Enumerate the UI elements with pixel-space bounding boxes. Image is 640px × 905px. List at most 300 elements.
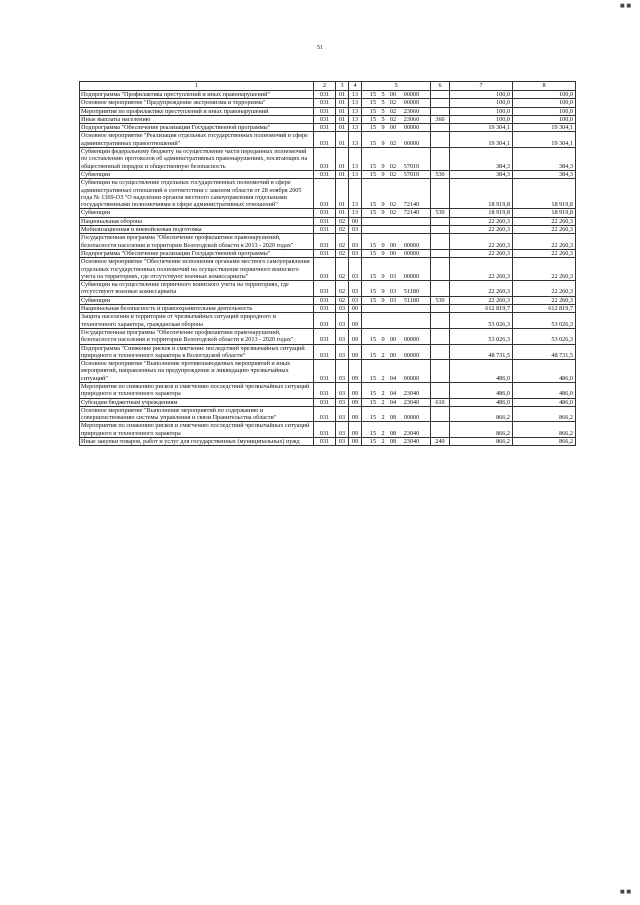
kcsr-part-k3: 02	[389, 139, 397, 147]
kcsr-part-k4: 23040	[403, 438, 420, 446]
row-name: Защита населения и территории от чрезвычайных ситуаций природного и техногенного характера, гражданская оборона	[80, 313, 314, 329]
row-rz: 03	[336, 360, 349, 383]
row-pr: 13	[349, 91, 362, 99]
row-name: Иные закупки товаров, работ и услуг для государственных (муниципальных) нужд	[80, 438, 314, 446]
kcsr-part-k3: 02	[389, 115, 397, 123]
row-ved: 031	[314, 91, 336, 99]
scan-mark-top: ■ ■	[620, 3, 632, 9]
row-pr: 09	[349, 422, 362, 438]
row-pr: 09	[349, 398, 362, 406]
kcsr-part-k3: 03	[389, 296, 397, 304]
kcsr-part-k2: 9	[381, 272, 385, 280]
row-name: Мобилизационная и вневойсковая подготовка	[80, 226, 314, 234]
row-kcsr	[362, 226, 431, 234]
kcsr-part-k3: 08	[389, 414, 397, 422]
row-vr: 530	[431, 170, 450, 178]
row-value-2: 19 304,1	[513, 124, 576, 132]
row-value-1: 384,3	[450, 148, 513, 171]
kcsr-part-k1: 15	[369, 398, 377, 406]
kcsr-part-k4: 23040	[403, 398, 420, 406]
kcsr-part-k2: 5	[381, 107, 385, 115]
row-value-1: 22 260,3	[450, 258, 513, 281]
row-value-2: 100,0	[513, 99, 576, 107]
row-vr	[431, 258, 450, 281]
row-vr: 240	[431, 438, 450, 446]
row-kcsr	[362, 305, 431, 313]
row-vr	[431, 305, 450, 313]
row-vr	[431, 99, 450, 107]
row-kcsr	[362, 132, 431, 148]
kcsr-part-k2: 9	[381, 139, 385, 147]
row-value-1: 384,3	[450, 170, 513, 178]
row-pr: 13	[349, 148, 362, 171]
row-vr: 530	[431, 209, 450, 217]
row-vr	[431, 382, 450, 398]
row-value-1: 19 304,1	[450, 132, 513, 148]
row-pr: 13	[349, 107, 362, 115]
row-kcsr	[362, 209, 431, 217]
row-value-1: 22 260,3	[450, 234, 513, 250]
kcsr-part-k1: 15	[369, 201, 377, 209]
kcsr-part-k3: 00	[389, 249, 397, 257]
row-value-2: 22 260,3	[513, 234, 576, 250]
header-col-7: 7	[450, 82, 513, 91]
kcsr-part-k2: 5	[381, 91, 385, 98]
table-header-row	[80, 82, 576, 91]
kcsr-part-k4: 00000	[403, 249, 420, 257]
kcsr-part-k1: 15	[369, 429, 377, 437]
row-ved: 031	[314, 313, 336, 329]
kcsr-part-k1: 15	[369, 99, 377, 107]
row-ved: 031	[314, 305, 336, 313]
kcsr-part-k1: 15	[369, 209, 377, 217]
row-kcsr	[362, 406, 431, 422]
row-pr: 09	[349, 438, 362, 446]
kcsr-part-k3: 00	[389, 351, 397, 359]
kcsr-part-k1: 15	[369, 124, 377, 132]
row-rz: 01	[336, 107, 349, 115]
row-kcsr	[362, 170, 431, 178]
row-value-1: 100,0	[450, 115, 513, 123]
row-kcsr	[362, 91, 431, 99]
row-value-1: 19 304,1	[450, 124, 513, 132]
row-name: Основное мероприятие "Выполнение мероприятий по содержанию и совершенствованию системы управления и связи Правительства области"	[80, 406, 314, 422]
row-vr: 360	[431, 115, 450, 123]
row-ved: 031	[314, 115, 336, 123]
row-name: Основное мероприятие "Реализация отдельных государственных полномочий в сфере административных правоотношений"	[80, 132, 314, 148]
kcsr-part-k3: 00	[389, 91, 397, 98]
kcsr-part-k4: 00000	[403, 124, 420, 132]
row-name: Государственная программа "Обеспечение профилактики правонарушений, безопасности населения и территории Вологодской области в 2013 - 2020 годах"	[80, 234, 314, 250]
row-name: Субвенции на осуществление первичного воинского учета на территориях, где отсутствуют военные комиссариаты	[80, 281, 314, 297]
row-vr	[431, 422, 450, 438]
kcsr-part-k2: 2	[381, 351, 385, 359]
row-value-2: 18 919,8	[513, 209, 576, 217]
row-ved: 031	[314, 281, 336, 297]
row-vr	[431, 234, 450, 250]
kcsr-part-k1: 15	[369, 438, 377, 446]
row-rz: 02	[336, 249, 349, 257]
table-row	[80, 99, 576, 107]
header-col-3: 3	[336, 82, 349, 91]
kcsr-part-k4: 72140	[403, 209, 420, 217]
row-name: Национальная оборона	[80, 217, 314, 225]
row-pr: 09	[349, 360, 362, 383]
table-row	[80, 406, 576, 422]
header-col-6: 6	[431, 82, 450, 91]
row-kcsr	[362, 258, 431, 281]
kcsr-part-k1: 15	[369, 162, 377, 170]
row-value-2: 18 919,8	[513, 179, 576, 209]
kcsr-part-k3: 02	[389, 107, 397, 115]
row-value-2: 100,0	[513, 115, 576, 123]
kcsr-part-k1: 15	[369, 272, 377, 280]
row-name: Подпрограмма "Обеспечение реализации Государственной программы"	[80, 249, 314, 257]
table-row	[80, 148, 576, 171]
table-row	[80, 249, 576, 257]
table-row	[80, 313, 576, 329]
kcsr-part-k1: 15	[369, 288, 377, 296]
row-value-1: 486,0	[450, 398, 513, 406]
kcsr-part-k2: 2	[381, 414, 385, 422]
row-value-2: 100,0	[513, 91, 576, 99]
kcsr-part-k1: 15	[369, 91, 377, 98]
row-rz: 01	[336, 148, 349, 171]
row-value-2: 486,0	[513, 382, 576, 398]
table-row	[80, 296, 576, 304]
row-pr: 03	[349, 226, 362, 234]
row-value-2: 19 304,1	[513, 132, 576, 148]
row-ved: 031	[314, 107, 336, 115]
row-ved: 031	[314, 179, 336, 209]
row-ved: 031	[314, 382, 336, 398]
scan-mark-bottom: ■ ■	[620, 889, 632, 895]
kcsr-part-k2: 2	[381, 429, 385, 437]
row-vr	[431, 406, 450, 422]
kcsr-part-k3: 02	[389, 99, 397, 107]
row-value-2: 22 260,3	[513, 258, 576, 281]
row-rz: 03	[336, 328, 349, 344]
row-ved: 031	[314, 132, 336, 148]
row-vr	[431, 313, 450, 329]
row-name: Мероприятия по профилактике преступлений и иных правонарушений	[80, 107, 314, 115]
row-kcsr	[362, 107, 431, 115]
table-row	[80, 344, 576, 360]
table-row	[80, 132, 576, 148]
kcsr-part-k2: 9	[381, 296, 385, 304]
row-name: Иные выплаты населению	[80, 115, 314, 123]
row-ved: 031	[314, 226, 336, 234]
kcsr-part-k2: 9	[381, 249, 385, 257]
kcsr-part-k3: 03	[389, 288, 397, 296]
row-pr: 03	[349, 249, 362, 257]
row-kcsr	[362, 382, 431, 398]
kcsr-part-k3: 04	[389, 374, 397, 382]
row-rz: 01	[336, 132, 349, 148]
kcsr-part-k4: 00000	[403, 241, 420, 249]
row-rz: 01	[336, 115, 349, 123]
row-kcsr	[362, 115, 431, 123]
row-name: Субвенции федеральному бюджету на осуществление части переданных полномочий по составлению протоколов об административных правонарушениях, посягающих на общественный порядок и общественную безопасность	[80, 148, 314, 171]
row-name: Основное мероприятие "Выполнение противопаводковых мероприятий и иных мероприятий, направленных на предупреждение и ликвидацию чрезвычайных ситуаций"	[80, 360, 314, 383]
row-ved: 031	[314, 217, 336, 225]
table-row	[80, 107, 576, 115]
row-rz: 01	[336, 99, 349, 107]
row-vr	[431, 179, 450, 209]
row-rz: 01	[336, 209, 349, 217]
row-ved: 031	[314, 406, 336, 422]
kcsr-part-k4: 23040	[403, 429, 420, 437]
kcsr-part-k1: 15	[369, 107, 377, 115]
row-rz: 03	[336, 398, 349, 406]
kcsr-part-k4: 00000	[403, 374, 420, 382]
row-value-1: 866,2	[450, 422, 513, 438]
header-col-8: 8	[513, 82, 576, 91]
row-ved: 031	[314, 99, 336, 107]
row-vr	[431, 107, 450, 115]
row-value-1: 48 731,5	[450, 344, 513, 360]
kcsr-part-k4: 72140	[403, 201, 420, 209]
table-row	[80, 91, 576, 99]
page-number: 51	[317, 45, 323, 51]
header-col-2: 2	[314, 82, 336, 91]
row-kcsr	[362, 344, 431, 360]
kcsr-part-k1: 15	[369, 414, 377, 422]
table-row	[80, 360, 576, 383]
row-value-2: 22 260,3	[513, 217, 576, 225]
row-value-2: 486,0	[513, 360, 576, 383]
row-value-2: 48 731,5	[513, 344, 576, 360]
row-pr: 13	[349, 124, 362, 132]
row-rz: 02	[336, 281, 349, 297]
header-col-5: 5	[362, 82, 431, 91]
row-rz: 01	[336, 124, 349, 132]
kcsr-part-k4: 00000	[403, 99, 420, 107]
kcsr-part-k1: 15	[369, 170, 377, 178]
row-kcsr	[362, 249, 431, 257]
row-value-1: 53 026,3	[450, 328, 513, 344]
kcsr-part-k2: 9	[381, 170, 385, 178]
row-value-1: 22 260,3	[450, 296, 513, 304]
row-vr	[431, 328, 450, 344]
row-pr: 13	[349, 99, 362, 107]
kcsr-part-k2: 9	[381, 288, 385, 296]
row-name: Мероприятия по снижению рисков и смягчению последствий чрезвычайных ситуаций природного и техногенного характера	[80, 422, 314, 438]
row-pr: 03	[349, 234, 362, 250]
row-rz: 01	[336, 91, 349, 99]
kcsr-part-k2: 9	[381, 124, 385, 132]
row-value-2: 486,0	[513, 398, 576, 406]
row-vr	[431, 281, 450, 297]
row-pr: 09	[349, 344, 362, 360]
row-pr: 09	[349, 313, 362, 329]
row-pr: 13	[349, 170, 362, 178]
kcsr-part-k4: 51180	[403, 296, 420, 304]
kcsr-part-k2: 5	[381, 115, 385, 123]
row-name: Мероприятия по снижению рисков и смягчению последствий чрезвычайных ситуаций природного и техногенного характера	[80, 382, 314, 398]
row-value-2: 612 819,7	[513, 305, 576, 313]
row-vr: 610	[431, 398, 450, 406]
kcsr-part-k3: 02	[389, 209, 397, 217]
table-row	[80, 179, 576, 209]
row-value-2: 22 260,3	[513, 281, 576, 297]
row-name: Государственная программа "Обеспечение профилактики правонарушений, безопасности населения и территории Вологодской области в 2013 - 2020 годах"	[80, 328, 314, 344]
kcsr-part-k1: 15	[369, 115, 377, 123]
budget-table	[79, 81, 576, 446]
row-value-1: 100,0	[450, 99, 513, 107]
table-row	[80, 281, 576, 297]
kcsr-part-k4: 57010	[403, 162, 420, 170]
row-name: Субвенции	[80, 296, 314, 304]
table-row	[80, 124, 576, 132]
row-rz: 02	[336, 226, 349, 234]
kcsr-part-k2: 5	[381, 99, 385, 107]
row-value-2: 53 026,3	[513, 328, 576, 344]
row-vr	[431, 124, 450, 132]
row-name: Субвенции	[80, 209, 314, 217]
kcsr-part-k1: 15	[369, 139, 377, 147]
kcsr-part-k4: 00000	[403, 272, 420, 280]
row-value-1: 22 260,3	[450, 281, 513, 297]
row-name: Субвенции	[80, 170, 314, 178]
kcsr-part-k4: 00000	[403, 336, 420, 344]
row-pr: 13	[349, 132, 362, 148]
row-ved: 031	[314, 209, 336, 217]
row-name: Субсидии бюджетным учреждениям	[80, 398, 314, 406]
row-pr: 03	[349, 258, 362, 281]
kcsr-part-k2: 2	[381, 398, 385, 406]
row-name: Подпрограмма "Снижение рисков и смягчение последствий чрезвычайных ситуаций природного и техногенного характера в Вологодской области"	[80, 344, 314, 360]
row-value-1: 53 026,3	[450, 313, 513, 329]
row-value-1: 486,0	[450, 360, 513, 383]
row-ved: 031	[314, 438, 336, 446]
kcsr-part-k4: 23060	[403, 115, 420, 123]
kcsr-part-k3: 02	[389, 170, 397, 178]
row-name: Основное мероприятие "Обеспечение исполнения органами местного самоуправления отдельных государственных полномочий на осуществление первичного воинского учета на территориях, где отсутствуют военные комиссариаты"	[80, 258, 314, 281]
kcsr-part-k1: 15	[369, 336, 377, 344]
row-pr: 13	[349, 115, 362, 123]
row-pr: 00	[349, 305, 362, 313]
row-pr: 09	[349, 382, 362, 398]
row-name: Национальная безопасность и правоохранительная деятельность	[80, 305, 314, 313]
table-row	[80, 382, 576, 398]
table-row	[80, 226, 576, 234]
kcsr-part-k4: 23060	[403, 107, 420, 115]
row-kcsr	[362, 179, 431, 209]
row-value-1: 100,0	[450, 107, 513, 115]
kcsr-part-k3: 00	[389, 124, 397, 132]
row-value-2: 22 260,3	[513, 249, 576, 257]
kcsr-part-k2: 2	[381, 374, 385, 382]
row-rz: 03	[336, 406, 349, 422]
row-value-1: 22 260,3	[450, 226, 513, 234]
table-row	[80, 170, 576, 178]
kcsr-part-k3: 00	[389, 336, 397, 344]
kcsr-part-k3: 04	[389, 390, 397, 398]
row-value-1: 18 919,8	[450, 179, 513, 209]
row-ved: 031	[314, 328, 336, 344]
row-rz: 02	[336, 258, 349, 281]
kcsr-part-k2: 2	[381, 438, 385, 446]
row-value-2: 384,3	[513, 148, 576, 171]
row-name: Подпрограмма "Обеспечение реализации Государственной программы"	[80, 124, 314, 132]
row-kcsr	[362, 360, 431, 383]
kcsr-part-k4: 23040	[403, 390, 420, 398]
table-row	[80, 217, 576, 225]
row-kcsr	[362, 234, 431, 250]
row-vr	[431, 217, 450, 225]
row-vr	[431, 132, 450, 148]
row-value-2: 866,2	[513, 422, 576, 438]
table-row	[80, 438, 576, 446]
kcsr-part-k2: 9	[381, 201, 385, 209]
kcsr-part-k4: 00000	[403, 139, 420, 147]
kcsr-part-k1: 15	[369, 241, 377, 249]
row-value-2: 866,2	[513, 438, 576, 446]
kcsr-part-k1: 15	[369, 390, 377, 398]
table-row	[80, 258, 576, 281]
row-kcsr	[362, 217, 431, 225]
row-vr	[431, 91, 450, 99]
row-vr: 530	[431, 296, 450, 304]
row-ved: 031	[314, 360, 336, 383]
row-kcsr	[362, 124, 431, 132]
row-value-2: 22 260,3	[513, 226, 576, 234]
row-rz: 02	[336, 217, 349, 225]
row-rz: 03	[336, 422, 349, 438]
row-name: Подпрограмма "Профилактика преступлений и иных правонарушений"	[80, 91, 314, 99]
table-row	[80, 209, 576, 217]
kcsr-part-k4: 00000	[403, 91, 420, 98]
row-value-1: 22 260,3	[450, 249, 513, 257]
row-value-2: 866,2	[513, 406, 576, 422]
row-ved: 031	[314, 170, 336, 178]
row-kcsr	[362, 281, 431, 297]
row-pr: 03	[349, 296, 362, 304]
kcsr-part-k2: 0	[381, 241, 385, 249]
row-ved: 031	[314, 422, 336, 438]
row-name: Основное мероприятие "Предупреждение экстремизма и терроризма"	[80, 99, 314, 107]
table-body	[80, 91, 576, 446]
row-name: Субвенции на осуществление отдельных государственных полномочий в сфере административных отношений в соответствии с законом области от 28 ноября 2005 года № 1369-ОЗ "О наделении органов местного самоуправления отдельными государственными полномочиями в сфере административных отношений"	[80, 179, 314, 209]
kcsr-part-k1: 15	[369, 374, 377, 382]
row-value-1: 22 260,3	[450, 217, 513, 225]
row-ved: 031	[314, 124, 336, 132]
row-rz: 01	[336, 170, 349, 178]
row-kcsr	[362, 296, 431, 304]
row-value-1: 100,0	[450, 91, 513, 99]
row-value-2: 22 260,3	[513, 296, 576, 304]
row-rz: 02	[336, 234, 349, 250]
kcsr-part-k2: 9	[381, 209, 385, 217]
row-rz: 01	[336, 179, 349, 209]
kcsr-part-k1: 15	[369, 249, 377, 257]
kcsr-part-k3: 00	[389, 241, 397, 249]
row-kcsr	[362, 328, 431, 344]
row-rz: 03	[336, 313, 349, 329]
kcsr-part-k3: 04	[389, 398, 397, 406]
row-ved: 031	[314, 344, 336, 360]
table-row	[80, 328, 576, 344]
kcsr-part-k3: 03	[389, 272, 397, 280]
row-value-1: 866,2	[450, 406, 513, 422]
row-value-2: 53 026,3	[513, 313, 576, 329]
kcsr-part-k4: 57010	[403, 170, 420, 178]
row-rz: 03	[336, 438, 349, 446]
kcsr-part-k3: 02	[389, 162, 397, 170]
header-col-4: 4	[349, 82, 362, 91]
row-rz: 02	[336, 296, 349, 304]
